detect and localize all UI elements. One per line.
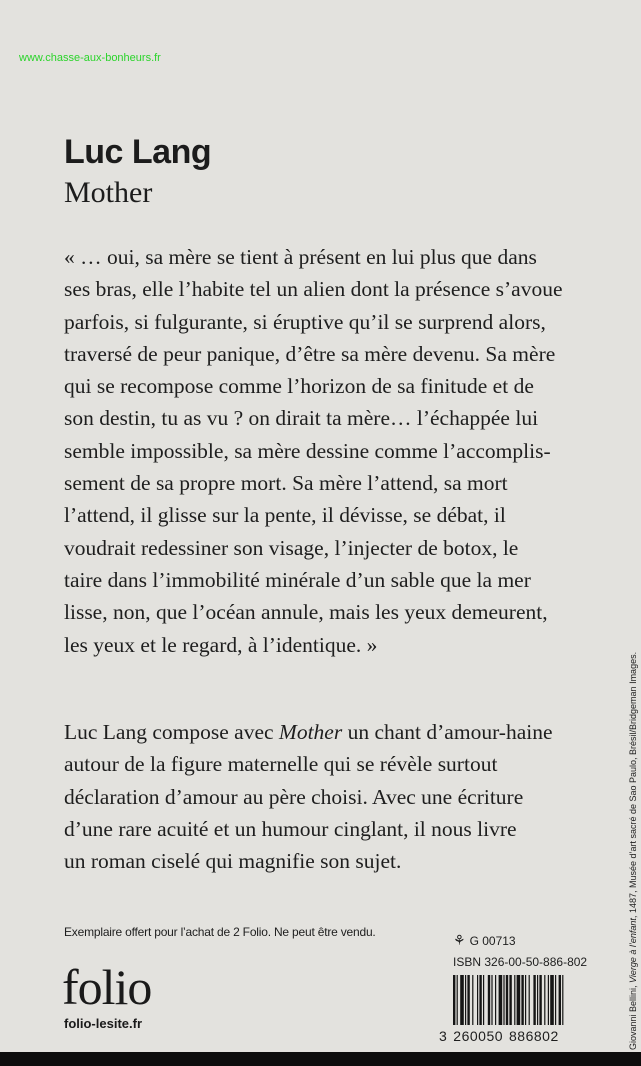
book-title: Mother xyxy=(64,176,153,209)
quote-line: semble impossible, sa mère dessine comme l’accomplis- xyxy=(64,438,551,463)
ean-first-digit: 3 xyxy=(439,1028,448,1044)
description-line: d’une rare acuité et un humour cinglant, il nous livre xyxy=(64,816,517,841)
description-line: autour de la figure maternelle qui se révèle surtout xyxy=(64,752,498,777)
quote-line: « … oui, sa mère se tient à présent en lui plus que dans xyxy=(64,245,537,269)
quote-line: traversé de peur panique, d’être sa mère devenu. Sa mère xyxy=(64,341,556,366)
offer-notice: Exemplaire offert pour l’achat de 2 Folio. Ne peut être vendu. xyxy=(64,925,376,939)
watermark-link[interactable]: www.chasse-aux-bonheurs.fr xyxy=(19,52,161,64)
description-line xyxy=(64,716,569,748)
description-line: déclaration d’amour au père choisi. Avec une écriture xyxy=(64,784,524,809)
description-title-italic: Mother xyxy=(278,720,343,744)
image-credit xyxy=(628,652,638,1050)
g-code-text: G 00713 xyxy=(469,934,516,948)
isbn-number: ISBN 326-00-50-886-802 xyxy=(453,955,588,969)
publisher-website: folio-lesite.fr xyxy=(64,1016,143,1031)
author-name: Luc Lang xyxy=(64,133,212,171)
excerpt-quote xyxy=(64,241,569,661)
quote-line: voudrait redessiner son visage, l’injecter de botox, le xyxy=(64,535,519,560)
g-code xyxy=(453,932,516,949)
barcode-icon xyxy=(453,975,603,1025)
folio-logo: folio xyxy=(62,959,152,1015)
page-edge xyxy=(0,1052,641,1066)
quote-line: son destin, tu as vu ? on dirait ta mère… l’échappée lui xyxy=(64,406,539,431)
ean-digits xyxy=(439,1028,565,1044)
quote-line: sement de sa propre mort. Sa mère l’attend, sa mort xyxy=(64,471,508,496)
description-text: Luc Lang compose avec xyxy=(64,720,279,744)
credit-text: , 1487, Musée d’art sacré de Sao Paulo, Brésil/Bridgeman Images. xyxy=(628,651,638,919)
quote-line: l’attend, il glisse sur la pente, il dévisse, se débat, il xyxy=(64,503,506,528)
ean-group-left: 260050 xyxy=(453,1028,504,1044)
quote-line: qui se recompose comme l’horizon de sa finitude et de xyxy=(64,374,534,399)
gallimard-emblem-icon: ⚘ xyxy=(453,932,466,948)
description-line: un roman ciselé qui magnifie son sujet. xyxy=(64,849,402,874)
quote-line: les yeux et le regard, à l’identique. » xyxy=(64,632,378,657)
quote-line: parfois, si fulgurante, si éruptive qu’il se surprend alors, xyxy=(64,309,546,334)
quote-line: taire dans l’immobilité minérale d’un sable que la mer xyxy=(64,567,531,592)
ean-group-right: 886802 xyxy=(509,1028,559,1044)
credit-artwork-title: Vierge à l’enfant xyxy=(628,918,638,983)
book-description xyxy=(64,716,569,877)
quote-line: ses bras, elle l’habite tel un alien dont la présence s’avoue xyxy=(64,277,563,302)
credit-text: Giovanni Bellini, xyxy=(628,982,638,1050)
quote-line: lisse, non, que l’océan annule, mais les yeux demeurent, xyxy=(64,600,548,625)
description-text: un chant d’amour-haine xyxy=(342,720,553,744)
